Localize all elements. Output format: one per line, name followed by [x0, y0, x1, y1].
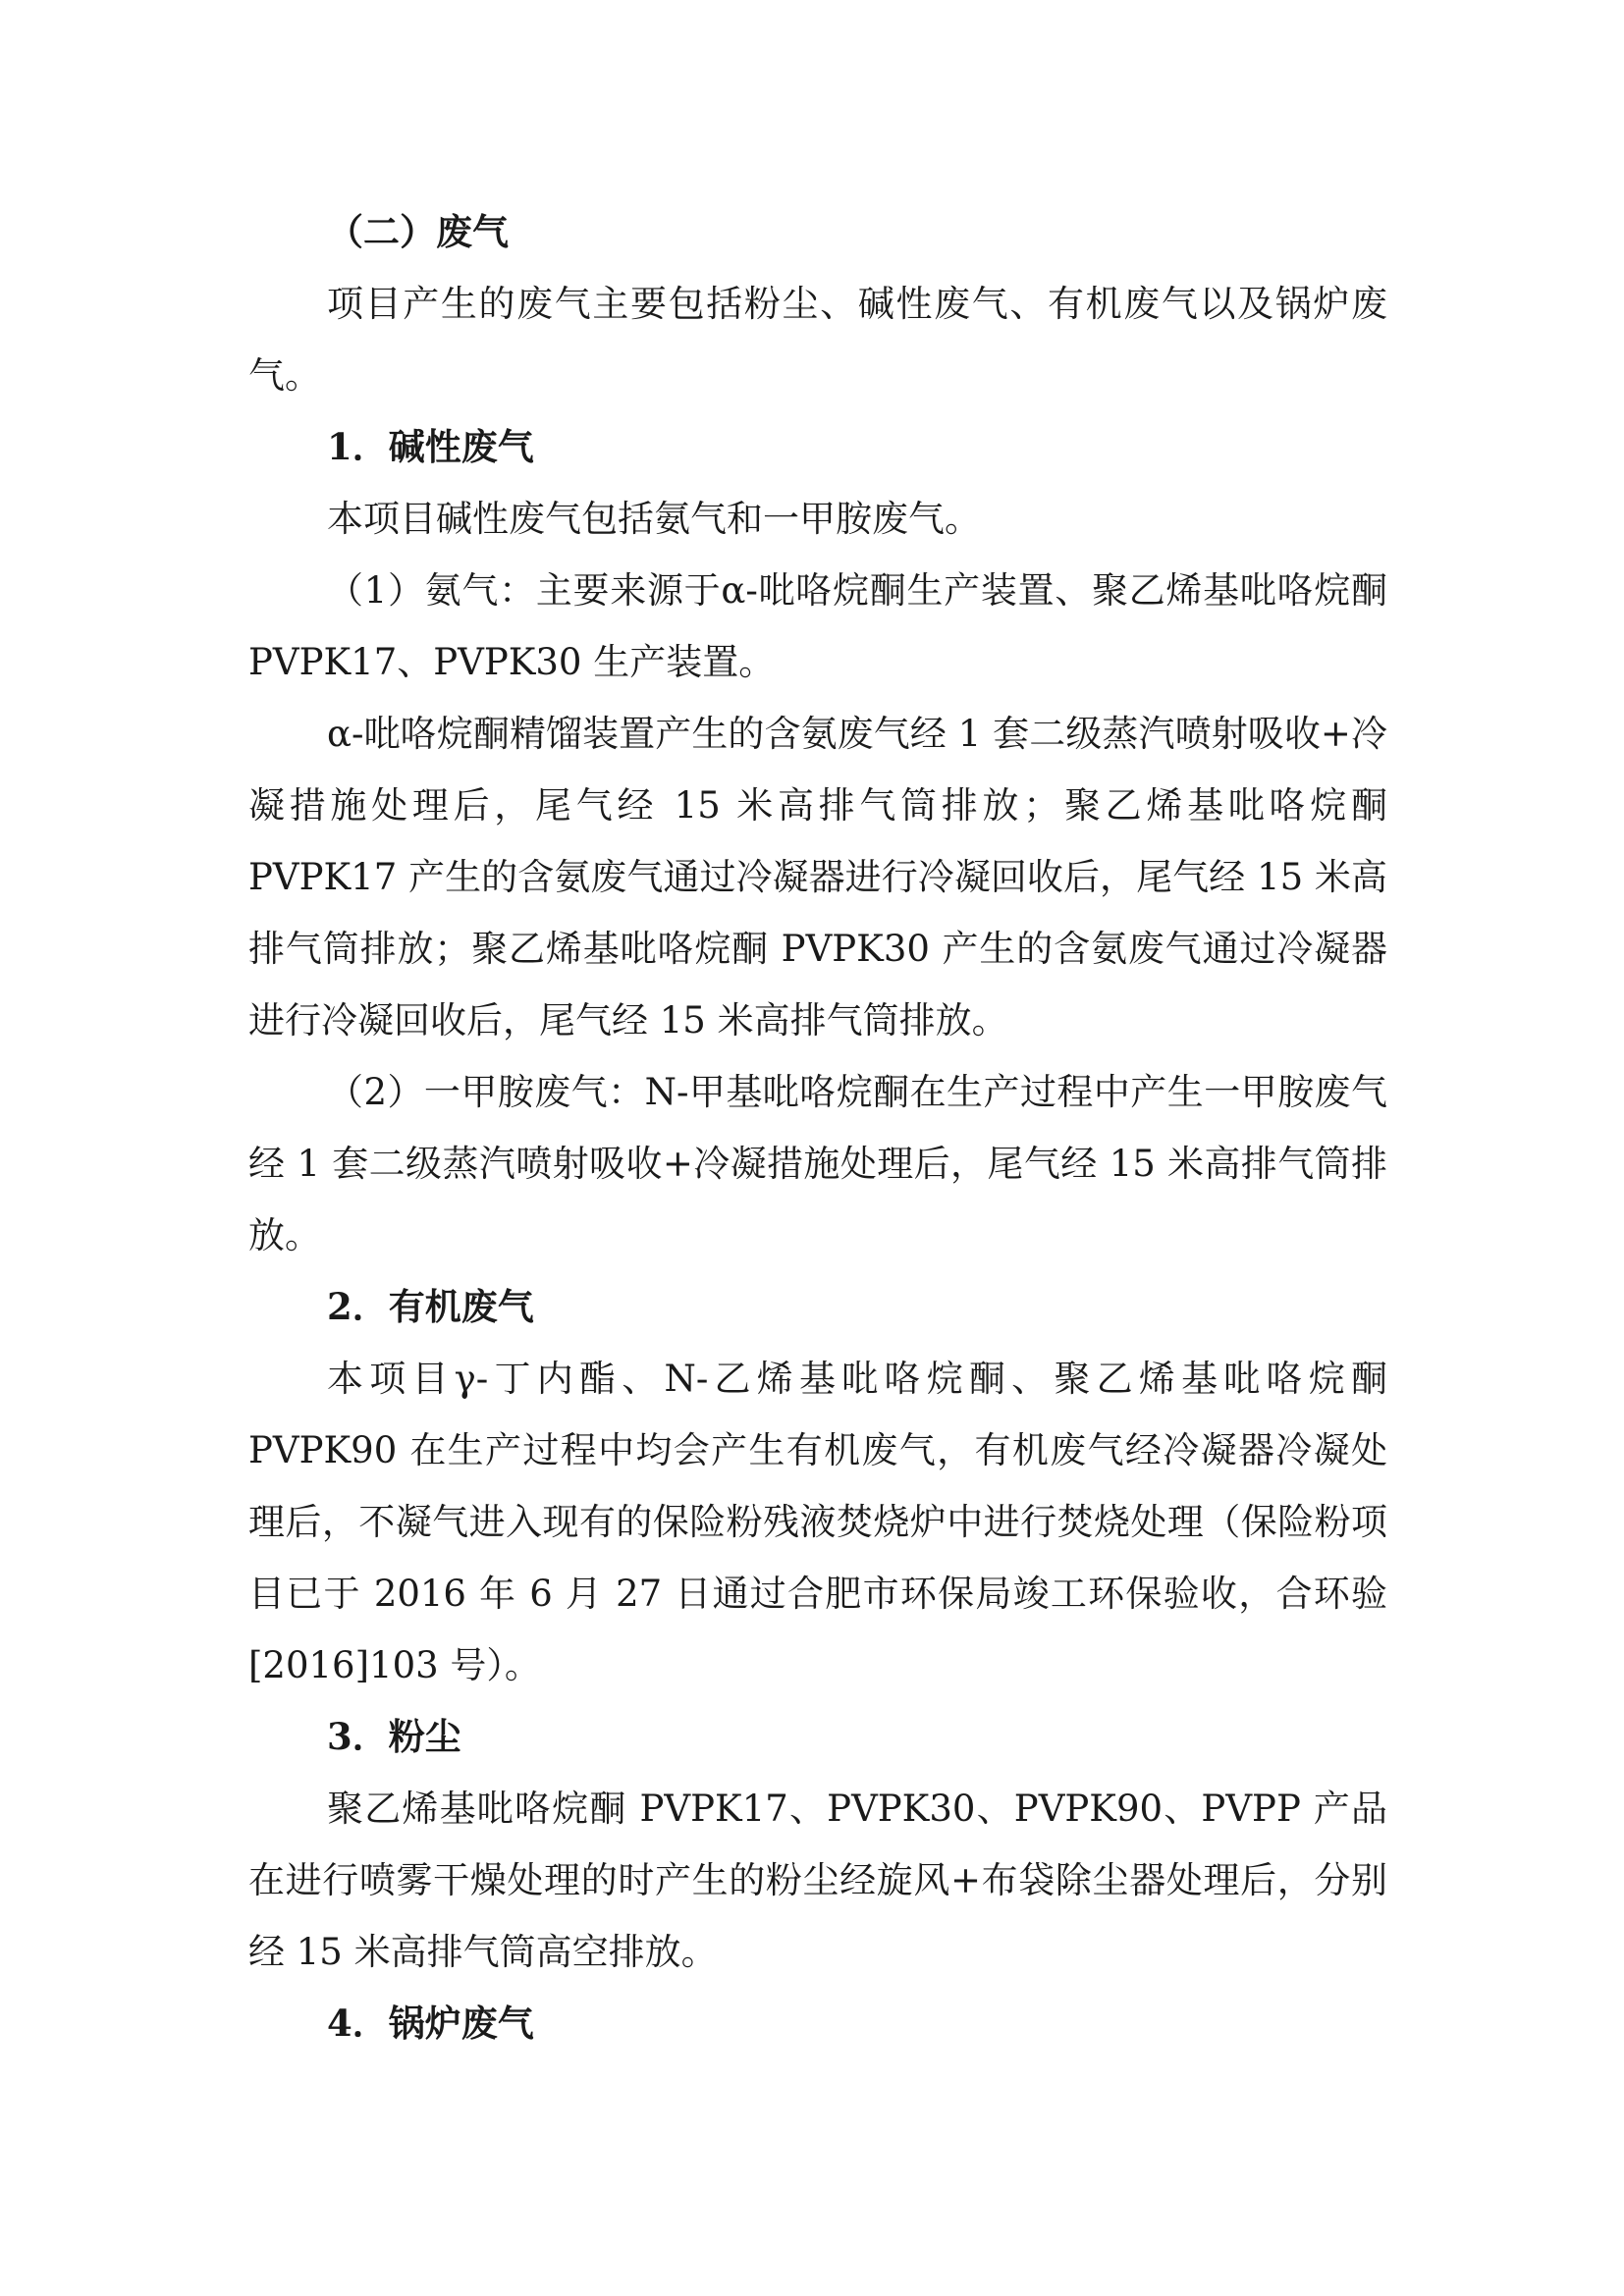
paragraph: （2）一甲胺废气：N-甲基吡咯烷酮在生产过程中产生一甲胺废气经 1 套二级蒸汽喷射吸收+冷凝措施处理后，尾气经 15 米高排气筒排放。: [248, 1071, 1387, 1256]
subsection-heading-dust: 3．粉尘: [327, 1715, 461, 1758]
paragraph: 本项目碱性废气包括氨气和一甲胺废气。: [327, 498, 981, 540]
document-page: [248, 196, 1387, 2059]
section-title: （二）废气: [327, 210, 509, 253]
subsection-heading-organic: 2．有机废气: [327, 1285, 534, 1328]
paragraph: 本项目γ-丁内酯、N-乙烯基吡咯烷酮、聚乙烯基吡咯烷酮 PVPK90 在生产过程中均会产生有机废气，有机废气经冷凝器冷凝处理后，不凝气进入现有的保险粉残液焚烧炉中进行焚烧处理（保险粉项目已于 2016 年 6 月 27 日通过合肥市环保局竣工环保验收，合环验[2016]103 号）。: [248, 1358, 1387, 1686]
paragraph: α-吡咯烷酮精馏装置产生的含氨废气经 1 套二级蒸汽喷射吸收+冷凝措施处理后，尾气经 15 米高排气筒排放；聚乙烯基吡咯烷酮 PVPK17 产生的含氨废气通过冷凝器进行冷凝回收后，尾气经 15 米高排气筒排放；聚乙烯基吡咯烷酮 PVPK30 产生的含氨废气通过冷凝器进行冷凝回收后，尾气经 15 米高排气筒排放。: [248, 713, 1387, 1041]
intro-paragraph: 项目产生的废气主要包括粉尘、碱性废气、有机废气以及锅炉废气。: [248, 283, 1387, 397]
subsection-heading-alkaline: 1．碱性废气: [327, 425, 534, 468]
paragraph: （1）氨气：主要来源于α-吡咯烷酮生产装置、聚乙烯基吡咯烷酮 PVPK17、PVPK30 生产装置。: [248, 569, 1387, 683]
paragraph: 聚乙烯基吡咯烷酮 PVPK17、PVPK30、PVPK90、PVPP 产品在进行喷雾干燥处理的时产生的粉尘经旋风+布袋除尘器处理后，分别经 15 米高排气筒高空排放。: [248, 1788, 1387, 1973]
subsection-heading-boiler: 4．锅炉废气: [327, 2002, 534, 2045]
